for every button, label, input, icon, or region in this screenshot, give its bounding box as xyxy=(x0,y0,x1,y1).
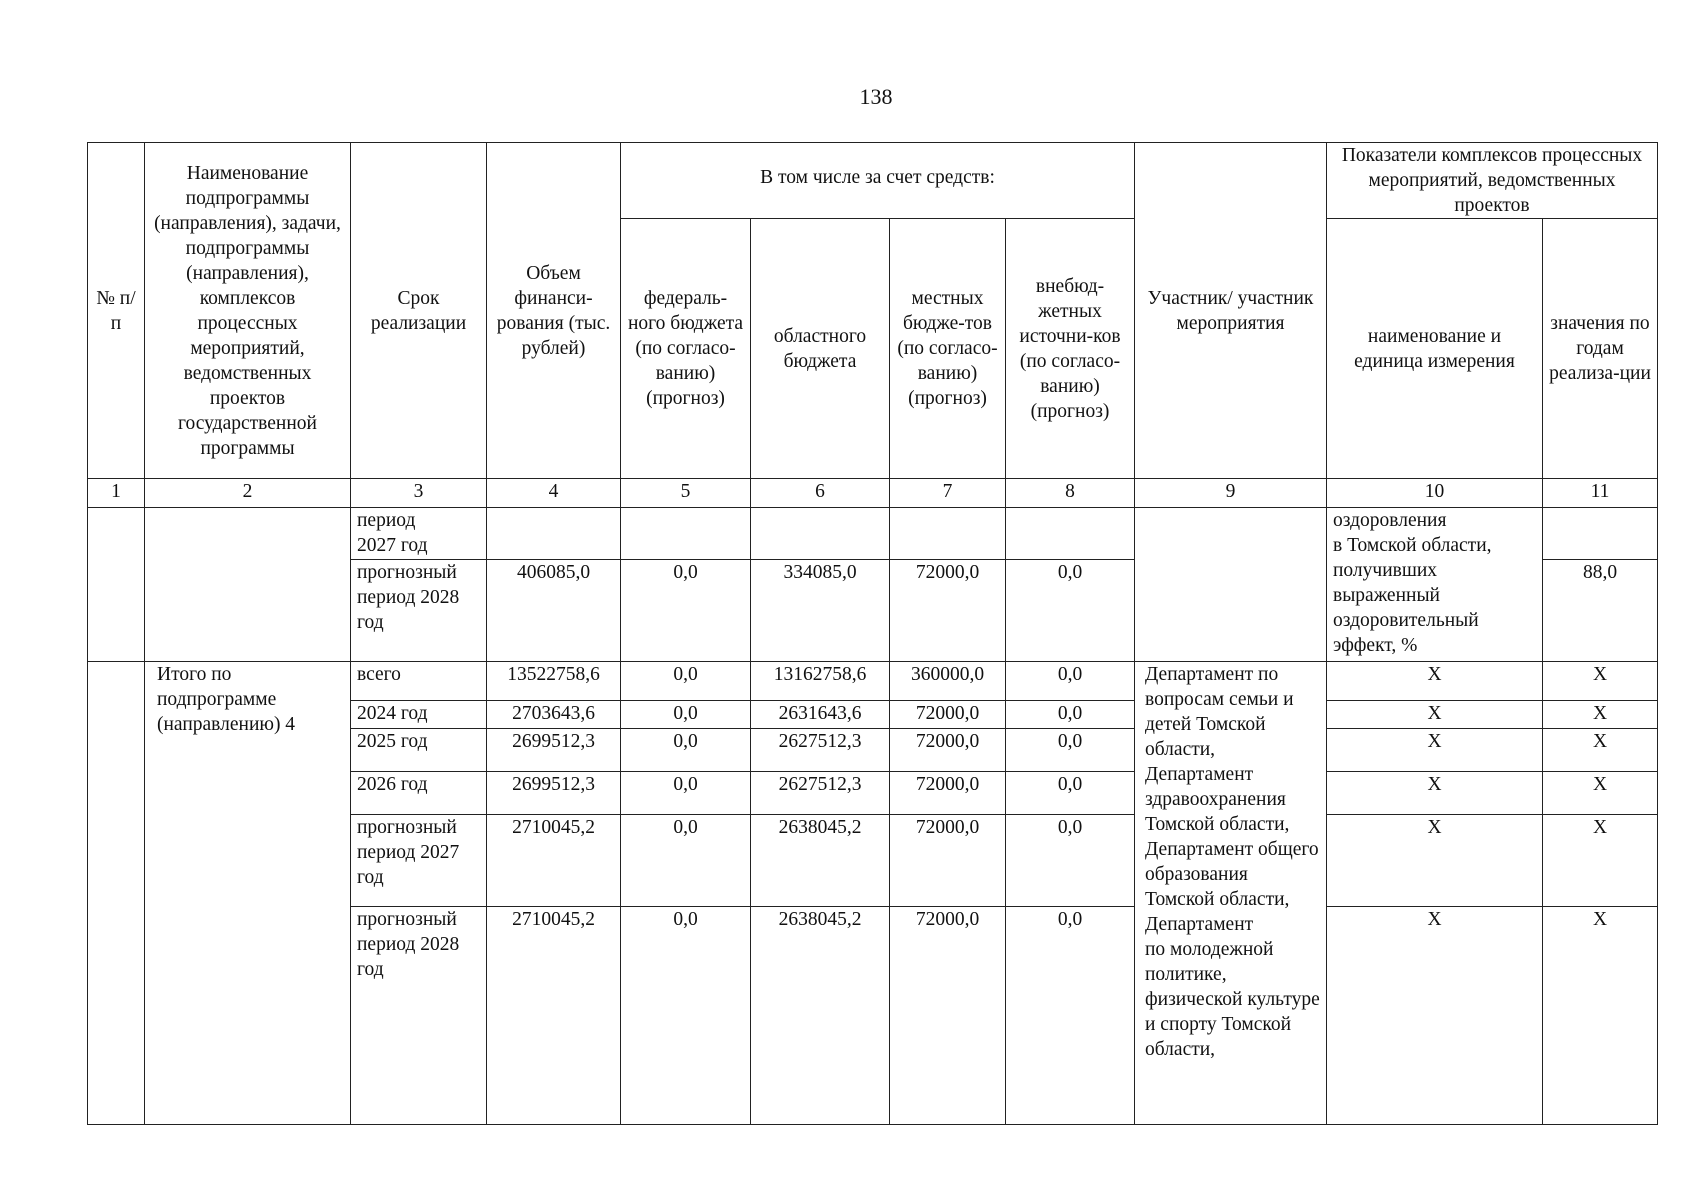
header-indicator-values: значения по годам реализа-ции xyxy=(1543,219,1658,479)
indicator-name-cell: X xyxy=(1327,662,1543,701)
indicator-value-cell: X xyxy=(1543,662,1658,701)
header-extrabudget: внебюд-жетных источни-ков (по согласо-ванию) (прогноз) xyxy=(1006,219,1135,479)
column-number: 4 xyxy=(487,479,621,508)
federal-cell: 0,0 xyxy=(621,907,751,1125)
federal-cell xyxy=(621,508,751,560)
row-number-cell xyxy=(88,662,145,1125)
total-cell: 2699512,3 xyxy=(487,772,621,815)
column-number: 5 xyxy=(621,479,751,508)
extrabudget-cell: 0,0 xyxy=(1006,772,1135,815)
column-number: 7 xyxy=(890,479,1006,508)
extrabudget-cell xyxy=(1006,508,1135,560)
local-cell: 72000,0 xyxy=(890,815,1006,907)
header-funding-group: В том числе за счет средств: xyxy=(621,143,1135,219)
header-number: № п/п xyxy=(88,143,145,479)
header-indicators-group: Показатели комплексов процессных мероприятий, ведомственных проектов xyxy=(1327,143,1658,219)
indicator-value-cell: X xyxy=(1543,815,1658,907)
local-cell: 72000,0 xyxy=(890,772,1006,815)
column-number: 8 xyxy=(1006,479,1135,508)
row-name-cell xyxy=(145,508,351,662)
total-cell: 13522758,6 xyxy=(487,662,621,701)
column-number: 11 xyxy=(1543,479,1658,508)
total-cell: 406085,0 xyxy=(487,560,621,662)
federal-cell: 0,0 xyxy=(621,729,751,772)
period-cell: прогнозный период 2028 год xyxy=(351,907,487,1125)
total-cell: 2703643,6 xyxy=(487,701,621,729)
regional-cell: 2627512,3 xyxy=(751,772,890,815)
header-indicator-name: наименование и единица измерения xyxy=(1327,219,1543,479)
federal-cell: 0,0 xyxy=(621,560,751,662)
period-cell: 2025 год xyxy=(351,729,487,772)
column-number: 6 xyxy=(751,479,890,508)
column-number: 3 xyxy=(351,479,487,508)
indicator-value-cell: 88,0 xyxy=(1543,560,1658,662)
period-cell: прогнозный период 2028 год xyxy=(351,560,487,662)
indicator-value-cell: X xyxy=(1543,729,1658,772)
indicator-value-cell: X xyxy=(1543,907,1658,1125)
table-row xyxy=(88,662,1658,701)
local-cell: 72000,0 xyxy=(890,729,1006,772)
header-local: местных бюдже-тов (по согласо-ванию) (прогноз) xyxy=(890,219,1006,479)
indicator-value-cell xyxy=(1543,508,1658,560)
indicator-name-cell: X xyxy=(1327,815,1543,907)
local-cell xyxy=(890,508,1006,560)
header-period: Срок реализации xyxy=(351,143,487,479)
subprogram-total-name: Итого по подпрограмме (направлению) 4 xyxy=(145,662,351,1125)
header-participant: Участник/ участник мероприятия xyxy=(1135,143,1327,479)
indicator-name-cell: оздоровления в Томской области, получивших выраженный оздоровительный эффект, % xyxy=(1327,508,1543,662)
extrabudget-cell: 0,0 xyxy=(1006,815,1135,907)
regional-cell: 2638045,2 xyxy=(751,815,890,907)
header-regional: областного бюджета xyxy=(751,219,890,479)
period-cell: 2026 год xyxy=(351,772,487,815)
indicator-value-cell: X xyxy=(1543,701,1658,729)
federal-cell: 0,0 xyxy=(621,815,751,907)
extrabudget-cell: 0,0 xyxy=(1006,662,1135,701)
total-cell xyxy=(487,508,621,560)
page-number: 138 xyxy=(859,84,893,109)
federal-cell: 0,0 xyxy=(621,701,751,729)
participant-cell xyxy=(1135,508,1327,662)
regional-cell: 2638045,2 xyxy=(751,907,890,1125)
participant-cell: Департамент по вопросам семьи и детей Томской области, Департамент здравоохранения Томской области, Департамент общего образования Томской области, Департамент по молодежной политике, физической культуре и спорту Томской области, xyxy=(1135,662,1327,1125)
row-number-cell xyxy=(88,508,145,662)
extrabudget-cell: 0,0 xyxy=(1006,560,1135,662)
column-numbers-row xyxy=(88,479,1658,508)
local-cell: 360000,0 xyxy=(890,662,1006,701)
extrabudget-cell: 0,0 xyxy=(1006,907,1135,1125)
indicator-name-cell: X xyxy=(1327,729,1543,772)
indicator-name-cell: X xyxy=(1327,907,1543,1125)
indicator-name-cell: X xyxy=(1327,772,1543,815)
regional-cell: 334085,0 xyxy=(751,560,890,662)
period-cell: прогнозный период 2027 год xyxy=(351,815,487,907)
column-number: 9 xyxy=(1135,479,1327,508)
extrabudget-cell: 0,0 xyxy=(1006,729,1135,772)
period-cell: 2024 год xyxy=(351,701,487,729)
extrabudget-cell: 0,0 xyxy=(1006,701,1135,729)
regional-cell: 2631643,6 xyxy=(751,701,890,729)
regional-cell: 13162758,6 xyxy=(751,662,890,701)
column-number: 2 xyxy=(145,479,351,508)
header-federal: федераль-ного бюджета (по согласо-ванию) (прогноз) xyxy=(621,219,751,479)
period-cell: всего xyxy=(351,662,487,701)
total-cell: 2710045,2 xyxy=(487,907,621,1125)
indicator-value-cell: X xyxy=(1543,772,1658,815)
federal-cell: 0,0 xyxy=(621,662,751,701)
federal-cell: 0,0 xyxy=(621,772,751,815)
regional-cell xyxy=(751,508,890,560)
local-cell: 72000,0 xyxy=(890,560,1006,662)
total-cell: 2710045,2 xyxy=(487,815,621,907)
period-cell: период 2027 год xyxy=(351,508,487,560)
column-number: 10 xyxy=(1327,479,1543,508)
total-cell: 2699512,3 xyxy=(487,729,621,772)
local-cell: 72000,0 xyxy=(890,701,1006,729)
column-number: 1 xyxy=(88,479,145,508)
header-total-funding: Объем финанси-рования (тыс. рублей) xyxy=(487,143,621,479)
indicator-name-cell: X xyxy=(1327,701,1543,729)
header-name: Наименование подпрограммы (направления), задачи, подпрограммы (направления), комплексов процессных мероприятий, ведомственных проектов государственной программы xyxy=(145,143,351,479)
local-cell: 72000,0 xyxy=(890,907,1006,1125)
regional-cell: 2627512,3 xyxy=(751,729,890,772)
budget-table xyxy=(87,142,1658,1125)
table-row xyxy=(88,508,1658,560)
